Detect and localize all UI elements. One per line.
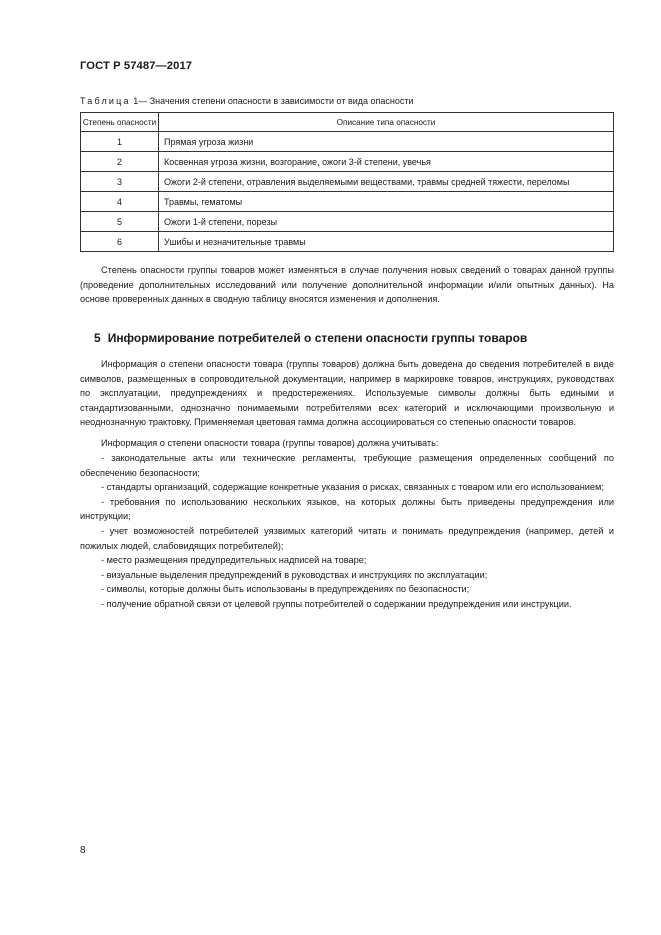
hazard-description-cell: Прямая угроза жизни	[159, 132, 614, 152]
hazard-description-cell: Ожоги 1-й степени, порезы	[159, 212, 614, 232]
hazard-level-table	[80, 112, 614, 252]
hazard-level-cell: 4	[81, 192, 159, 212]
section-paragraph-1: Информация о степени опасности товара (группы товаров) должна быть доведена до сведения потребителей в виде символов, размещенных в сопроводительной документации, например в маркировке товаров, инструкциях, руководствах по эксплуатации, предупреждениях и предостережениях. Используемые символы должны быть едиными и стандартизованными, однозначно понимаемыми потребителями всех категорий и исключающими произвольную и неоднозначную трактовку. Применяемая цветовая гамма должна ассоциироваться со степенью опасности товаров.	[80, 359, 614, 428]
list-item: - визуальные выделения предупреждений в руководствах и инструкциях по эксплуатации;	[101, 569, 488, 580]
hazard-level-cell: 2	[81, 152, 159, 172]
section-paragraph-2: Информация о степени опасности товара (группы товаров) должна учитывать:	[101, 438, 439, 448]
column-header-level: Степень опасности	[81, 113, 159, 132]
table-row	[81, 192, 614, 212]
section-number: 5	[94, 331, 101, 345]
list-item: - получение обратной связи от целевой группы потребителей о содержании предупреждения или инструкции.	[101, 598, 572, 609]
column-header-description: Описание типа опасности	[159, 113, 614, 132]
page-number: 8	[80, 845, 86, 856]
table-row	[81, 132, 614, 152]
hazard-level-cell: 6	[81, 232, 159, 252]
hazard-description-cell: Косвенная угроза жизни, возгорание, ожоги 3-й степени, увечья	[159, 152, 614, 172]
table-row	[81, 172, 614, 192]
document-number: ГОСТ Р 57487—2017	[80, 60, 193, 72]
section-title: Информирование потребителей о степени опасности группы товаров	[107, 331, 528, 345]
table-caption	[80, 96, 414, 106]
hazard-description-cell: Ожоги 2-й степени, отравления выделяемыми веществами, травмы средней тяжести, переломы	[159, 172, 614, 192]
table-caption-word: Таблица	[80, 96, 131, 106]
requirements-list	[80, 451, 614, 612]
hazard-level-cell: 5	[81, 212, 159, 232]
list-item: - стандарты организаций, содержащие конкретные указания о рисках, связанных с товаром или его использованием;	[101, 482, 604, 493]
paragraph-after-table: Степень опасности группы товаров может изменяться в случае получения новых сведений о товарах данной группы (проведение дополнительных исследований или получение дополнительной информации и/или опытных данных). На основе проверенных данных в сводную таблицу вносятся изменения и дополнения.	[80, 265, 614, 305]
hazard-description-cell: Травмы, гематомы	[159, 192, 614, 212]
list-item: - требования по использованию нескольких языков, на которых должны быть приведены предупреждения или инструкции;	[80, 496, 614, 522]
section-heading	[94, 331, 527, 345]
list-item: - законодательные акты или технические регламенты, требующие размещения определенных сообщений по обеспечению безопасности;	[80, 453, 614, 478]
table-row	[81, 232, 614, 252]
hazard-description-cell: Ушибы и незначительные травмы	[159, 232, 614, 252]
list-item: - место размещения предупредительных надписей на товаре;	[101, 555, 367, 566]
table-row	[81, 212, 614, 232]
hazard-level-cell: 3	[81, 172, 159, 192]
table-header-row	[81, 113, 614, 132]
list-item: - символы, которые должны быть использованы в предупреждениях по безопасности;	[101, 584, 470, 595]
hazard-level-cell: 1	[81, 132, 159, 152]
table-caption-text: — Значения степени опасности в зависимости от вида опасности	[138, 96, 414, 106]
list-item: - учет возможностей потребителей уязвимых категорий читать и понимать предупреждения (например, детей и пожилых людей, слабовидящих потребителей);	[80, 525, 614, 551]
table-caption-number: 1	[133, 96, 139, 106]
table-row	[81, 152, 614, 172]
